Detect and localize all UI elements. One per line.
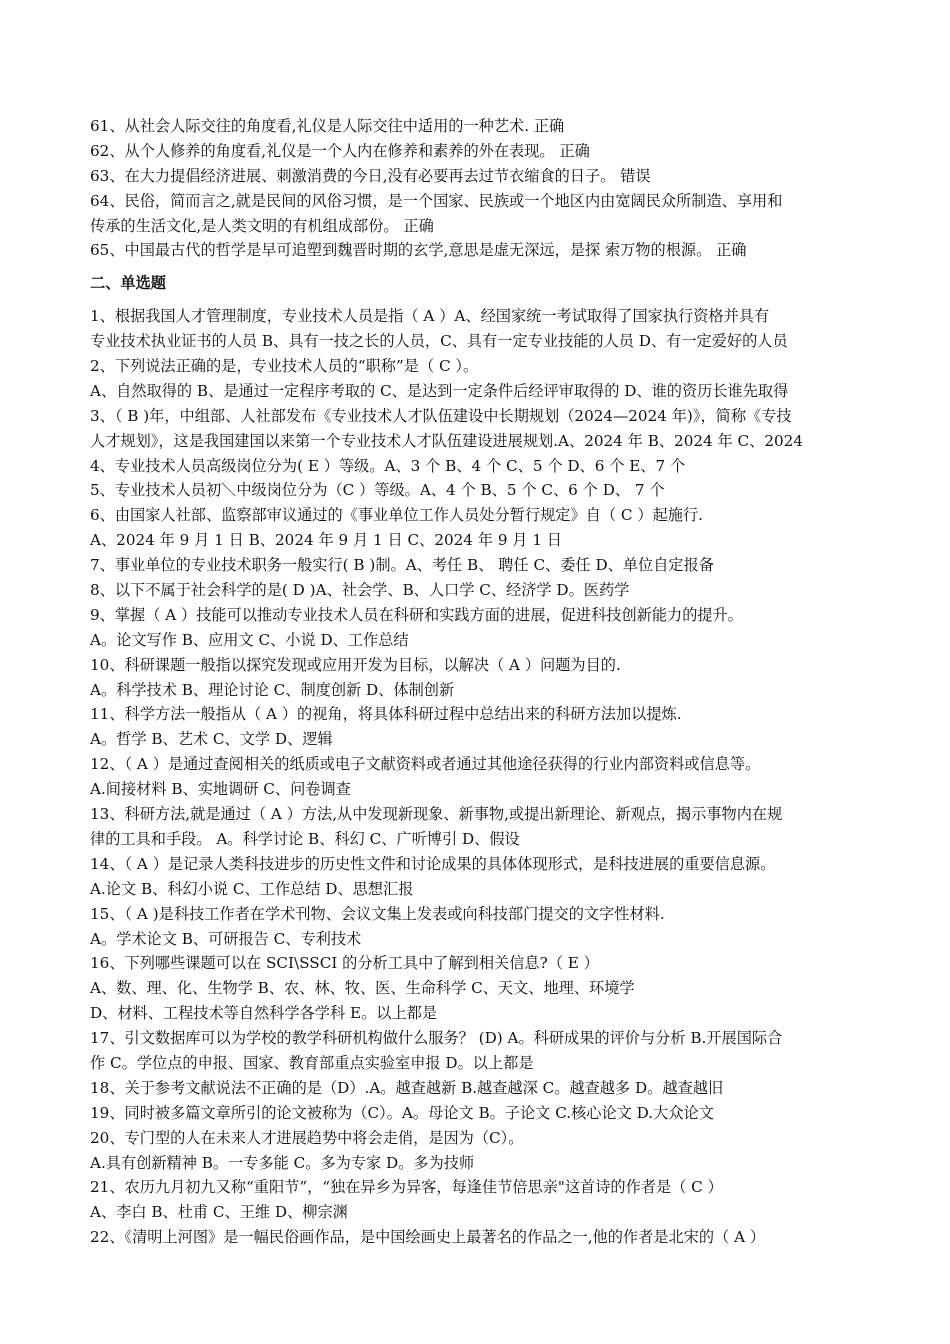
section-title: 二、单选题 xyxy=(90,274,166,293)
question-line: A。论文写作 B、应用文 C、小说 D、工作总结 xyxy=(90,630,409,649)
judgement-list xyxy=(90,114,865,263)
question-line: 人才规划》，这是我国建国以来第一个专业技术人才队伍建设进展规划.A、2024 年 B、2024 年 C、2024 xyxy=(90,431,803,450)
question-line: 16、下列哪些课题可以在 SCI\SSCI 的分析工具中了解到相关信息?（ E ） xyxy=(90,954,599,973)
judgement-item: 传承的生活文化,是人类文明的有机组成部份。 正确 xyxy=(90,216,434,235)
question-line: 17、引文数据库可以为学校的教学科研机构做什么服务？ (D) A。科研成果的评价与分析 B.开展国际合 xyxy=(90,1029,783,1048)
judgement-item: 64、民俗，简而言之,就是民间的风俗习惯，是一个国家、民族或一个地区内由宽阔民众所制造、享用和 xyxy=(90,191,783,210)
question-line: 律的工具和手段。 A。科学讨论 B、科幻 C、广听博引 D、假设 xyxy=(90,829,520,848)
question-line: 7、事业单位的专业技术职务一般实行( B )制。A、考任 B、 聘任 C、委任 D、单位自定报备 xyxy=(90,556,714,575)
question-line: 15、（ A )是科技工作者在学术刊物、会议文集上发表或向科技部门提交的文字性材料. xyxy=(90,904,665,923)
question-line: 22、《清明上河图》是一幅民俗画作品，是中国绘画史上最著名的作品之一,他的作者是北宋的（ A ） xyxy=(90,1228,766,1247)
question-line: 专业技术执业证书的人员 B、具有一技之长的人员，C、具有一定专业技能的人员 D、有一定爱好的人员 xyxy=(90,332,788,351)
question-line: A.间接材料 B、实地调研 C、问卷调查 xyxy=(90,780,351,799)
document-page xyxy=(90,114,865,1250)
judgement-item: 62、从个人修养的角度看,礼仪是一个人内在修养和素养的外在表现。 正确 xyxy=(90,141,590,160)
question-line: 9、掌握（ A ）技能可以推动专业技术人员在科研和实践方面的进展，促进科技创新能力的提升。 xyxy=(90,605,743,624)
judgement-item: 63、在大力提倡经济进展、刺激消费的今日,没有必要再去过节衣缩食的日子。 错误 xyxy=(90,166,651,185)
question-line: A、自然取得的 B、是通过一定程序考取的 C、是达到一定条件后经评审取得的 D、谁的资历长谁先取得 xyxy=(90,381,789,400)
question-line: 12、（ A ）是通过查阅相关的纸质或电子文献资料或者通过其他途径获得的行业内部资料或信息等。 xyxy=(90,755,761,774)
question-line: D、材料、工程技术等自然科学各学科 E。以上都是 xyxy=(90,1004,438,1023)
question-line: 19、同时被多篇文章所引的论文被称为（C）。A。母论文 B。子论文 C.核心论文 D.大众论文 xyxy=(90,1103,714,1122)
question-line: 作 C。学位点的申报、国家、教育部重点实验室申报 D。以上都是 xyxy=(90,1053,534,1072)
judgement-item: 65、中国最古代的哲学是早可追塑到魏晋时期的玄学,意思是虚无深远，是探 索万物的根源。 正确 xyxy=(90,241,747,260)
question-line: A、2024 年 9 月 1 日 B、2024 年 9 月 1 日 C、2024 年 9 月 1 日 xyxy=(90,531,562,550)
question-line: 13、科研方法,就是通过（ A ）方法,从中发现新现象、新事物,或提出新理论、新观点，揭示事物内在规 xyxy=(90,805,783,824)
question-line: 6、由国家人社部、监察部审议通过的《事业单位工作人员处分暂行规定》自（ C ）起施行. xyxy=(90,506,703,525)
question-line: A。哲学 B、艺术 C、文学 D、逻辑 xyxy=(90,730,333,749)
question-line: A.论文 B、科幻小说 C、工作总结 D、思想汇报 xyxy=(90,879,414,898)
judgement-item: 61、从社会人际交往的角度看,礼仪是人际交往中适用的一种艺术. 正确 xyxy=(90,117,565,135)
question-line: 10、科研课题一般指以探究发现或应用开发为目标，以解决（ A ）问题为目的. xyxy=(90,655,621,674)
question-line: A、李白 B、杜甫 C、王维 D、柳宗渊 xyxy=(90,1203,348,1222)
question-line: 14、（ A ）是记录人类科技进步的历史性文件和讨论成果的具体体现形式，是科技进展的重要信息源。 xyxy=(90,854,776,873)
question-line: 3、（ B )年，中组部、人社部发布《专业技术人才队伍建设中长期规划（2024—2024 年)》，简称《专技 xyxy=(90,406,792,425)
question-list xyxy=(90,304,865,1250)
question-line: A。科学技术 B、理论讨论 C、制度创新 D、体制创新 xyxy=(90,680,455,699)
question-line: 18、关于参考文献说法不正确的是（D）.A。越查越新 B.越查越深 C。越查越多 D。越查越旧 xyxy=(90,1078,724,1097)
question-line: 20、专门型的人在未来人才进展趋势中将会走俏，是因为（C）。 xyxy=(90,1128,524,1147)
question-line: A.具有创新精神 B。一专多能 C。多为专家 D。多为技师 xyxy=(90,1153,475,1172)
question-line: 4、专业技术人员高级岗位分为( E ）等级。A、3 个 B、4 个 C、5 个 D、6 个 E、7 个 xyxy=(90,456,686,475)
question-line: 2、下列说法正确的是，专业技术人员的“职称”是（ C ）。 xyxy=(90,357,479,376)
question-line: 8、以下不属于社会科学的是( D )A、社会学、B、人口学 C、经济学 D。医药学 xyxy=(90,581,630,600)
question-line: A。学术论文 B、可研报告 C、专利技术 xyxy=(90,929,362,948)
question-line: 11、科学方法一般指从（ A ）的视角，将具体科研过程中总结出来的科研方法加以提炼. xyxy=(90,705,682,724)
question-line: A、数、理、化、生物学 B、农、林、牧、医、生命科学 C、天文、地理、环境学 xyxy=(90,979,635,998)
question-line: 1、根据我国人才管理制度，专业技术人员是指（ A ）A、经国家统一考试取得了国家执行资格并具有 xyxy=(90,307,770,326)
question-line: 21、农历九月初九又称“重阳节”，“独在异乡为异客，每逢佳节倍思亲"这首诗的作者是（ C ） xyxy=(90,1178,723,1197)
question-line: 5、专业技术人员初＼中级岗位分为（C ）等级。A、4 个 B、5 个 C、6 个 D、 7 个 xyxy=(90,481,665,500)
